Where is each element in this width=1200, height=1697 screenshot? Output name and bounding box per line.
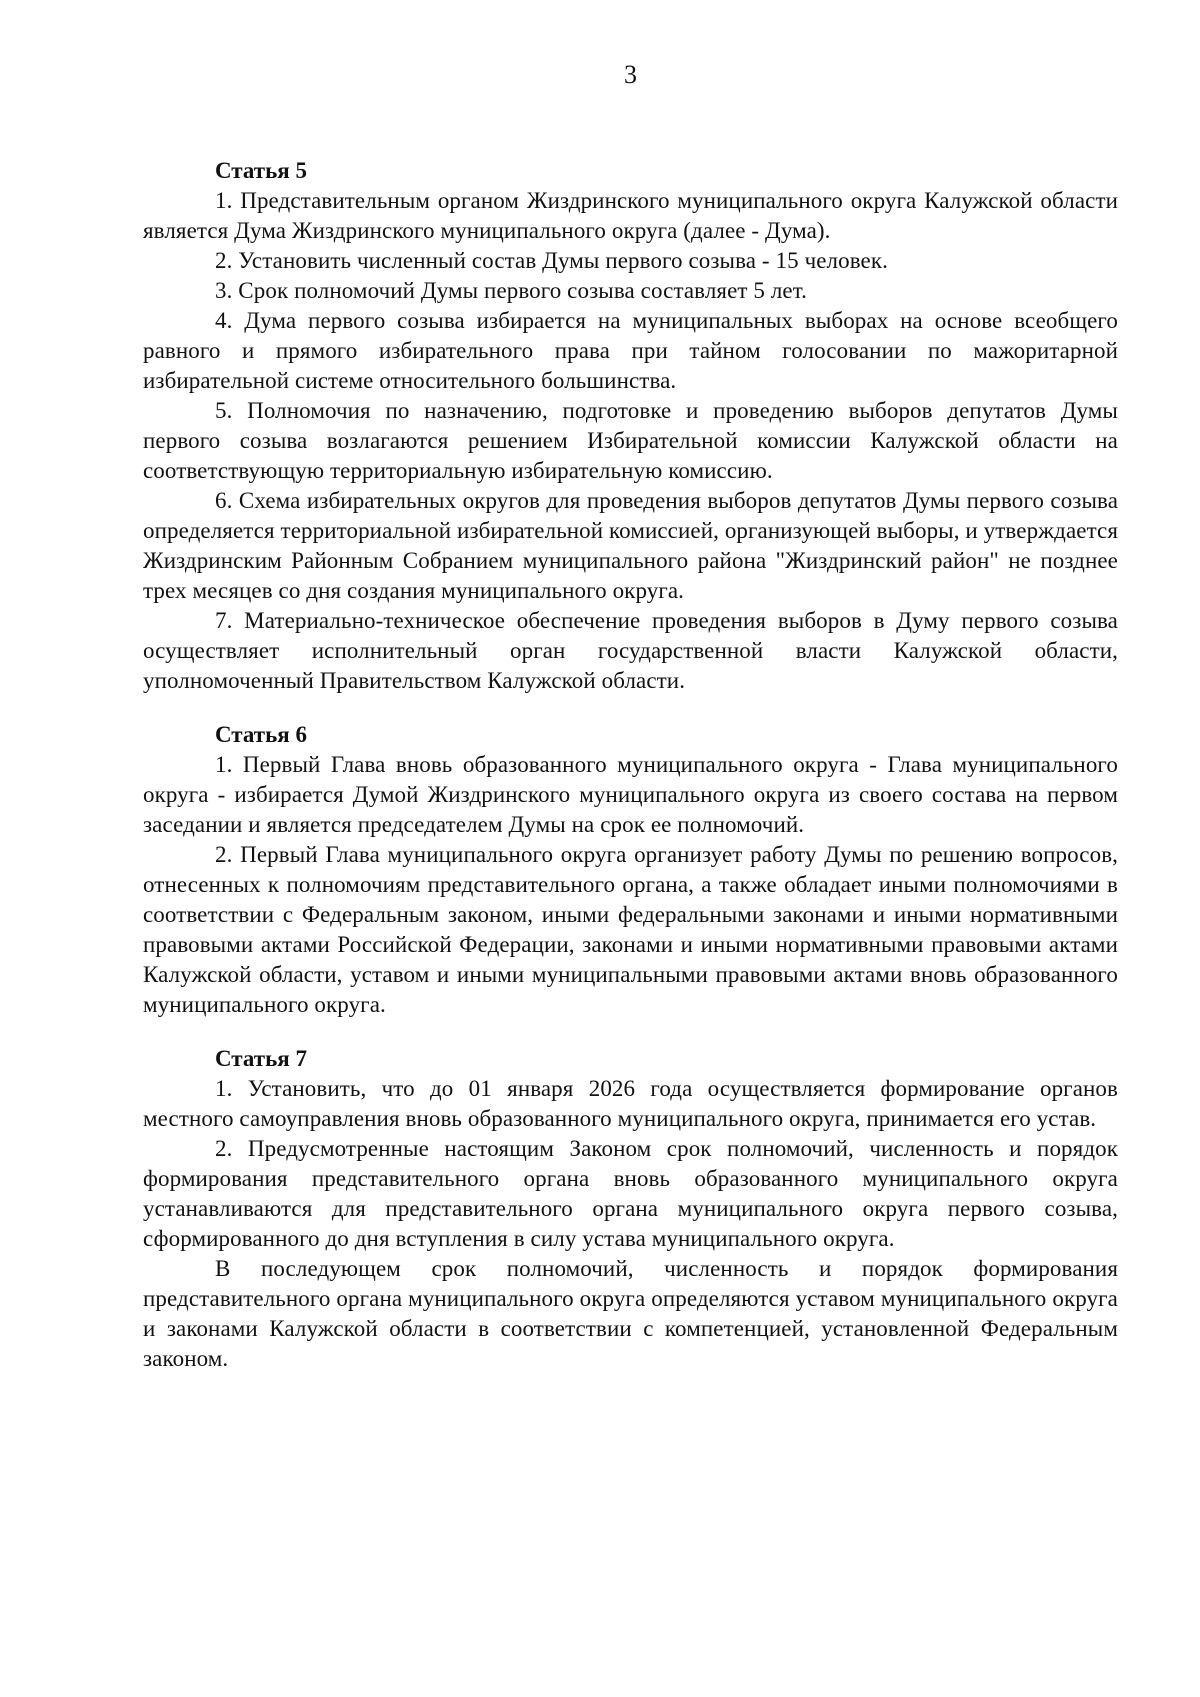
- article-clause: 1. Представительным органом Жиздринского муниципального округа Калужской области является Дума Жиздринского муниципального округа (далее - Дума).: [143, 188, 1118, 243]
- article-7: [143, 1044, 1118, 1374]
- article-clause: 2. Установить численный состав Думы первого созыва - 15 человек.: [215, 248, 888, 273]
- article-clause: 4. Дума первого созыва избирается на муниципальных выборах на основе всеобщего равного и прямого избирательного права при тайном голосовании по мажоритарной избирательной системе относительного большинства.: [143, 308, 1118, 393]
- article-clause: 1. Первый Глава вновь образованного муниципального округа - Глава муниципального округа - избирается Думой Жиздринского муниципального округа из своего состава на первом заседании и является председателем Думы на срок ее полномочий.: [143, 752, 1118, 837]
- article-heading: Статья 5: [215, 158, 307, 183]
- article-heading: Статья 7: [215, 1046, 307, 1071]
- article-clause: 7. Материально-техническое обеспечение проведения выборов в Думу первого созыва осуществляет исполнительный орган государственной власти Калужской области, уполномоченный Правительством Калужской области.: [143, 608, 1118, 693]
- document-page: [143, 60, 1118, 1660]
- article-clause: 1. Установить, что до 01 января 2026 года осуществляется формирование органов местного самоуправления вновь образованного муниципального округа, принимается его устав.: [143, 1076, 1118, 1131]
- article-clause: 2. Первый Глава муниципального округа организует работу Думы по решению вопросов, отнесенных к полномочиям представительного органа, а также обладает иными полномочиями в соответствии с Федеральным законом, иными федеральными законами и иными нормативными правовыми актами Российской Федерации, законами и иными нормативными правовыми актами Калужской области, уставом и иными муниципальными правовыми актами вновь образованного муниципального округа.: [143, 842, 1118, 1017]
- article-clause: В последующем срок полномочий, численность и порядок формирования представительного органа муниципального округа определяются уставом муниципального округа и законами Калужской области в соответствии с компетенцией, установленной Федеральным законом.: [143, 1256, 1118, 1371]
- article-clause: 5. Полномочия по назначению, подготовке и проведению выборов депутатов Думы первого созыва возлагаются решением Избирательной комиссии Калужской области на соответствующую территориальную избирательную комиссию.: [143, 398, 1118, 483]
- article-clause: 6. Схема избирательных округов для проведения выборов депутатов Думы первого созыва определяется территориальной избирательной комиссией, организующей выборы, и утверждается Жиздринским Районным Собранием муниципального района "Жиздринский район" не позднее трех месяцев со дня создания муниципального округа.: [143, 488, 1118, 603]
- article-clause: 3. Срок полномочий Думы первого созыва составляет 5 лет.: [215, 278, 808, 303]
- article-6: [143, 720, 1118, 1020]
- page-number: 3: [624, 60, 637, 89]
- article-clause: 2. Предусмотренные настоящим Законом срок полномочий, численность и порядок формирования представительного органа вновь образованного муниципального округа устанавливаются для представительного органа муниципального округа первого созыва, сформированного до дня вступления в силу устава муниципального округа.: [143, 1136, 1118, 1251]
- article-5: [143, 156, 1118, 696]
- article-heading: Статья 6: [215, 722, 307, 747]
